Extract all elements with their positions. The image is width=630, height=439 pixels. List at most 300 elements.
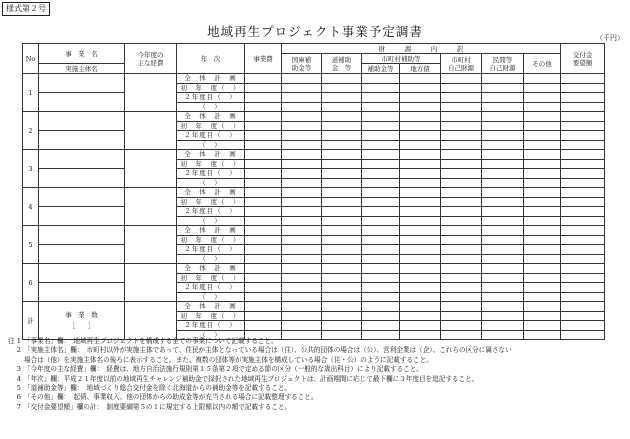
implementer-cell[interactable] [39,207,125,226]
header-municipal-bond: 地方債 [400,64,441,74]
amount-cell[interactable] [561,197,605,207]
amount-cell[interactable] [322,207,362,217]
unit-label: （千円） [596,34,624,42]
amount-cell[interactable] [441,188,482,198]
amount-cell[interactable] [282,140,322,150]
amount-cell[interactable] [282,226,322,236]
header-prefectural [322,54,362,74]
amount-cell[interactable] [322,283,362,293]
header-local-line2: 自己財源 [448,63,474,72]
amount-cell[interactable] [362,207,400,217]
amount-cell[interactable] [282,311,322,321]
amount-cell[interactable] [282,178,322,188]
amount-cell[interactable] [282,188,322,198]
project-2-row [23,112,605,122]
amount-cell[interactable] [524,283,561,293]
amount-cell[interactable] [322,74,362,84]
amount-cell[interactable] [322,102,362,112]
year-label: （ ） [177,102,245,112]
amount-cell[interactable] [441,254,482,264]
amount-cell[interactable] [282,102,322,112]
amount-cell[interactable] [362,283,400,293]
note-number: 7 [16,402,21,411]
amount-cell[interactable] [400,131,441,141]
amount-cell[interactable] [400,178,441,188]
project-name-cell[interactable] [39,264,125,283]
implementer-cell[interactable] [39,169,125,188]
amount-cell[interactable] [400,140,441,150]
amount-cell[interactable] [245,83,282,93]
amount-cell[interactable] [322,197,362,207]
amount-cell[interactable] [362,302,400,312]
amount-cell[interactable] [561,178,605,188]
amount-cell[interactable] [400,273,441,283]
year-label: 初 年 度（ ） [177,159,245,169]
amount-cell[interactable] [441,83,482,93]
amount-cell[interactable] [322,311,362,321]
amount-cell[interactable] [322,150,362,160]
amount-cell[interactable] [245,159,282,169]
main-costs-cell[interactable] [125,226,177,264]
amount-cell[interactable] [400,188,441,198]
note-number: 2 [16,346,21,355]
amount-cell[interactable] [245,188,282,198]
note-text: 「その他」欄： 起債、事業収入、他の団体からの助成金等が充当される場合に記載整理すること。 [24,393,318,402]
amount-cell[interactable] [561,311,605,321]
amount-cell[interactable] [524,188,561,198]
main-costs-cell[interactable] [125,264,177,302]
amount-cell[interactable] [282,121,322,131]
amount-cell[interactable] [482,178,524,188]
amount-cell[interactable] [282,197,322,207]
amount-cell[interactable] [400,283,441,293]
amount-cell[interactable] [322,273,362,283]
amount-cell[interactable] [400,254,441,264]
amount-cell[interactable] [482,121,524,131]
implementer-cell[interactable] [39,283,125,302]
header-pref-line2: 金 等 [331,63,352,72]
amount-cell[interactable] [245,102,282,112]
amount-cell[interactable] [482,112,524,122]
project-count-label: 事 業 数 [65,311,98,319]
project-name-cell[interactable] [39,188,125,207]
amount-cell[interactable] [282,264,322,274]
amount-cell[interactable] [282,292,322,302]
project-count-cell [39,302,125,340]
amount-cell[interactable] [482,83,524,93]
amount-cell[interactable] [524,321,561,331]
total-row [23,302,605,312]
amount-cell[interactable] [400,112,441,122]
amount-cell[interactable] [482,292,524,302]
amount-cell[interactable] [322,302,362,312]
amount-cell[interactable] [322,121,362,131]
amount-cell[interactable] [482,302,524,312]
amount-cell[interactable] [245,112,282,122]
amount-cell[interactable] [362,131,400,141]
main-costs-cell[interactable] [125,302,177,340]
amount-cell[interactable] [282,207,322,217]
amount-cell[interactable] [282,302,322,312]
amount-cell[interactable] [362,245,400,255]
amount-cell[interactable] [245,140,282,150]
amount-cell[interactable] [362,321,400,331]
project-name-cell[interactable] [39,74,125,93]
amount-cell[interactable] [282,83,322,93]
amount-cell[interactable] [482,159,524,169]
amount-cell[interactable] [524,169,561,179]
main-costs-cell[interactable] [125,74,177,112]
amount-cell[interactable] [245,74,282,84]
amount-cell[interactable] [561,245,605,255]
amount-cell[interactable] [441,112,482,122]
header-municipal-group: 市町村補助等 [362,54,441,64]
amount-cell[interactable] [524,178,561,188]
amount-cell[interactable] [561,302,605,312]
amount-cell[interactable] [561,102,605,112]
amount-cell[interactable] [482,254,524,264]
amount-cell[interactable] [400,159,441,169]
amount-cell[interactable] [282,254,322,264]
amount-cell[interactable] [362,112,400,122]
amount-cell[interactable] [482,140,524,150]
amount-cell[interactable] [561,235,605,245]
amount-cell[interactable] [322,93,362,103]
amount-cell[interactable] [441,131,482,141]
amount-cell[interactable] [362,264,400,274]
year-label: （ ） [177,140,245,150]
amount-cell[interactable] [245,311,282,321]
amount-cell[interactable] [322,321,362,331]
header-project-cost: 事業費 [245,44,282,74]
amount-cell[interactable] [322,178,362,188]
amount-cell[interactable] [482,188,524,198]
project-name-cell[interactable] [39,112,125,131]
amount-cell[interactable] [441,197,482,207]
implementer-cell[interactable] [39,245,125,264]
amount-cell[interactable] [561,264,605,274]
project-no: 1 [23,74,39,112]
amount-cell[interactable] [524,264,561,274]
amount-cell[interactable] [245,273,282,283]
amount-cell[interactable] [400,264,441,274]
amount-cell[interactable] [400,197,441,207]
amount-cell[interactable] [482,311,524,321]
amount-cell[interactable] [400,102,441,112]
amount-cell[interactable] [245,321,282,331]
amount-cell[interactable] [482,102,524,112]
amount-cell[interactable] [282,74,322,84]
amount-cell[interactable] [282,245,322,255]
year-label: 全 体 計 画 [177,264,245,274]
year-label: ２年度目（ ） [177,93,245,103]
amount-cell[interactable] [561,150,605,160]
amount-cell[interactable] [524,273,561,283]
amount-cell[interactable] [524,74,561,84]
header-national [282,54,322,74]
amount-cell[interactable] [400,150,441,160]
amount-cell[interactable] [524,140,561,150]
amount-cell[interactable] [524,302,561,312]
main-costs-cell[interactable] [125,188,177,226]
amount-cell[interactable] [441,216,482,226]
amount-cell[interactable] [561,188,605,198]
amount-cell[interactable] [441,169,482,179]
amount-cell[interactable] [482,197,524,207]
amount-cell[interactable] [561,273,605,283]
amount-cell[interactable] [441,311,482,321]
amount-cell[interactable] [400,302,441,312]
header-local-own [441,54,482,74]
amount-cell[interactable] [561,226,605,236]
amount-cell[interactable] [524,254,561,264]
amount-cell[interactable] [524,159,561,169]
amount-cell[interactable] [524,235,561,245]
amount-cell[interactable] [524,83,561,93]
amount-cell[interactable] [282,159,322,169]
amount-cell[interactable] [245,254,282,264]
note-text: 「今年度の主な経費」欄： 経費は、地方自治法施行規則第１５条第２項で定める節の区分（一般的な歳出科目）により記載すること。 [24,365,423,374]
amount-cell[interactable] [524,93,561,103]
amount-cell[interactable] [282,321,322,331]
amount-cell[interactable] [362,74,400,84]
amount-cell[interactable] [400,292,441,302]
amount-cell[interactable] [400,169,441,179]
project-5-row [23,245,605,255]
amount-cell[interactable] [482,169,524,179]
main-costs-cell[interactable] [125,150,177,188]
amount-cell[interactable] [482,235,524,245]
amount-cell[interactable] [245,226,282,236]
amount-cell[interactable] [561,207,605,217]
amount-cell[interactable] [441,159,482,169]
amount-cell[interactable] [362,102,400,112]
amount-cell[interactable] [482,74,524,84]
amount-cell[interactable] [245,121,282,131]
amount-cell[interactable] [400,216,441,226]
amount-cell[interactable] [524,150,561,160]
amount-cell[interactable] [322,131,362,141]
amount-cell[interactable] [524,131,561,141]
amount-cell[interactable] [524,121,561,131]
amount-cell[interactable] [561,93,605,103]
amount-cell[interactable] [362,188,400,198]
amount-cell[interactable] [441,292,482,302]
main-costs-cell[interactable] [125,112,177,150]
amount-cell[interactable] [482,283,524,293]
amount-cell[interactable] [282,150,322,160]
amount-cell[interactable] [400,207,441,217]
amount-cell[interactable] [400,83,441,93]
amount-cell[interactable] [441,245,482,255]
year-label: ２年度目（ ） [177,245,245,255]
amount-cell[interactable] [524,102,561,112]
amount-cell[interactable] [561,321,605,331]
amount-cell[interactable] [482,150,524,160]
amount-cell[interactable] [245,283,282,293]
amount-cell[interactable] [362,159,400,169]
amount-cell[interactable] [400,226,441,236]
amount-cell[interactable] [482,216,524,226]
amount-cell[interactable] [441,93,482,103]
amount-cell[interactable] [524,207,561,217]
note-line [3,356,628,365]
amount-cell[interactable] [482,245,524,255]
amount-cell[interactable] [482,264,524,274]
implementer-cell[interactable] [39,131,125,150]
amount-cell[interactable] [322,83,362,93]
amount-cell[interactable] [441,74,482,84]
amount-cell[interactable] [245,235,282,245]
amount-cell[interactable] [561,131,605,141]
amount-cell[interactable] [441,273,482,283]
amount-cell[interactable] [482,93,524,103]
amount-cell[interactable] [400,235,441,245]
amount-cell[interactable] [561,216,605,226]
amount-cell[interactable] [322,292,362,302]
amount-cell[interactable] [322,188,362,198]
note-number: 5 [16,384,21,393]
amount-cell[interactable] [322,216,362,226]
amount-cell[interactable] [322,245,362,255]
amount-cell[interactable] [362,93,400,103]
amount-cell[interactable] [282,216,322,226]
amount-cell[interactable] [282,112,322,122]
amount-cell[interactable] [400,321,441,331]
amount-cell[interactable] [441,283,482,293]
amount-cell[interactable] [482,321,524,331]
amount-cell[interactable] [524,197,561,207]
amount-cell[interactable] [362,169,400,179]
amount-cell[interactable] [561,74,605,84]
amount-cell[interactable] [362,311,400,321]
amount-cell[interactable] [362,254,400,264]
amount-cell[interactable] [524,292,561,302]
project-name-cell[interactable] [39,150,125,169]
amount-cell[interactable] [441,302,482,312]
amount-cell[interactable] [441,264,482,274]
project-count-value[interactable]: ［ ］ [68,322,95,330]
amount-cell[interactable] [441,121,482,131]
amount-cell[interactable] [441,207,482,217]
amount-cell[interactable] [362,140,400,150]
amount-cell[interactable] [245,178,282,188]
amount-cell[interactable] [362,197,400,207]
amount-cell[interactable] [362,121,400,131]
amount-cell[interactable] [282,93,322,103]
header-private-own [482,54,524,74]
amount-cell[interactable] [245,150,282,160]
amount-cell[interactable] [524,216,561,226]
amount-cell[interactable] [561,140,605,150]
amount-cell[interactable] [282,273,322,283]
amount-cell[interactable] [245,302,282,312]
amount-cell[interactable] [282,283,322,293]
amount-cell[interactable] [561,112,605,122]
amount-cell[interactable] [322,169,362,179]
note-text: 「実施主体名」欄： 市町村以外が実施主体であって、住民が主体となっている場合は（住）、公共的団体の場合は（公）、営利企業は（企）、これらの区分に属さない [24,346,512,355]
amount-cell[interactable] [362,150,400,160]
amount-cell[interactable] [322,235,362,245]
amount-cell[interactable] [400,121,441,131]
amount-cell[interactable] [245,207,282,217]
amount-cell[interactable] [400,245,441,255]
amount-cell[interactable] [441,235,482,245]
project-6-row [23,264,605,274]
amount-cell[interactable] [245,264,282,274]
amount-cell[interactable] [322,159,362,169]
amount-cell[interactable] [322,226,362,236]
amount-cell[interactable] [362,226,400,236]
amount-cell[interactable] [441,321,482,331]
amount-cell[interactable] [400,93,441,103]
amount-cell[interactable] [245,93,282,103]
header-grant-line1: 交付金 [572,50,593,59]
amount-cell[interactable] [561,159,605,169]
amount-cell[interactable] [482,273,524,283]
amount-cell[interactable] [322,140,362,150]
amount-cell[interactable] [282,169,322,179]
amount-cell[interactable] [322,254,362,264]
amount-cell[interactable] [561,292,605,302]
amount-cell[interactable] [322,264,362,274]
amount-cell[interactable] [561,169,605,179]
amount-cell[interactable] [400,311,441,321]
amount-cell[interactable] [524,245,561,255]
amount-cell[interactable] [362,273,400,283]
amount-cell[interactable] [362,216,400,226]
amount-cell[interactable] [441,226,482,236]
amount-cell[interactable] [245,131,282,141]
amount-cell[interactable] [282,235,322,245]
year-label: 全 体 計 画 [177,112,245,122]
amount-cell[interactable] [482,226,524,236]
amount-cell[interactable] [524,311,561,321]
amount-cell[interactable] [245,169,282,179]
header-main-costs-line1: 今年度の [137,50,164,59]
amount-cell[interactable] [561,254,605,264]
amount-cell[interactable] [524,226,561,236]
amount-cell[interactable] [441,150,482,160]
amount-cell[interactable] [482,131,524,141]
year-label: 初 年 度（ ） [177,235,245,245]
amount-cell[interactable] [362,292,400,302]
amount-cell[interactable] [482,207,524,217]
header-local-line1: 市町村 [451,55,471,64]
project-name-cell[interactable] [39,226,125,245]
amount-cell[interactable] [441,140,482,150]
year-label: 全 体 計 画 [177,302,245,312]
amount-cell[interactable] [322,112,362,122]
amount-cell[interactable] [362,83,400,93]
amount-cell[interactable] [441,102,482,112]
amount-cell[interactable] [400,74,441,84]
amount-cell[interactable] [441,178,482,188]
implementer-cell[interactable] [39,93,125,112]
amount-cell[interactable] [245,292,282,302]
amount-cell[interactable] [561,83,605,93]
amount-cell[interactable] [561,283,605,293]
amount-cell[interactable] [245,216,282,226]
header-grant-line2: 要望額 [572,58,593,67]
amount-cell[interactable] [362,235,400,245]
amount-cell[interactable] [561,121,605,131]
amount-cell[interactable] [362,178,400,188]
amount-cell[interactable] [524,112,561,122]
amount-cell[interactable] [282,131,322,141]
amount-cell[interactable] [245,245,282,255]
amount-cell[interactable] [245,197,282,207]
